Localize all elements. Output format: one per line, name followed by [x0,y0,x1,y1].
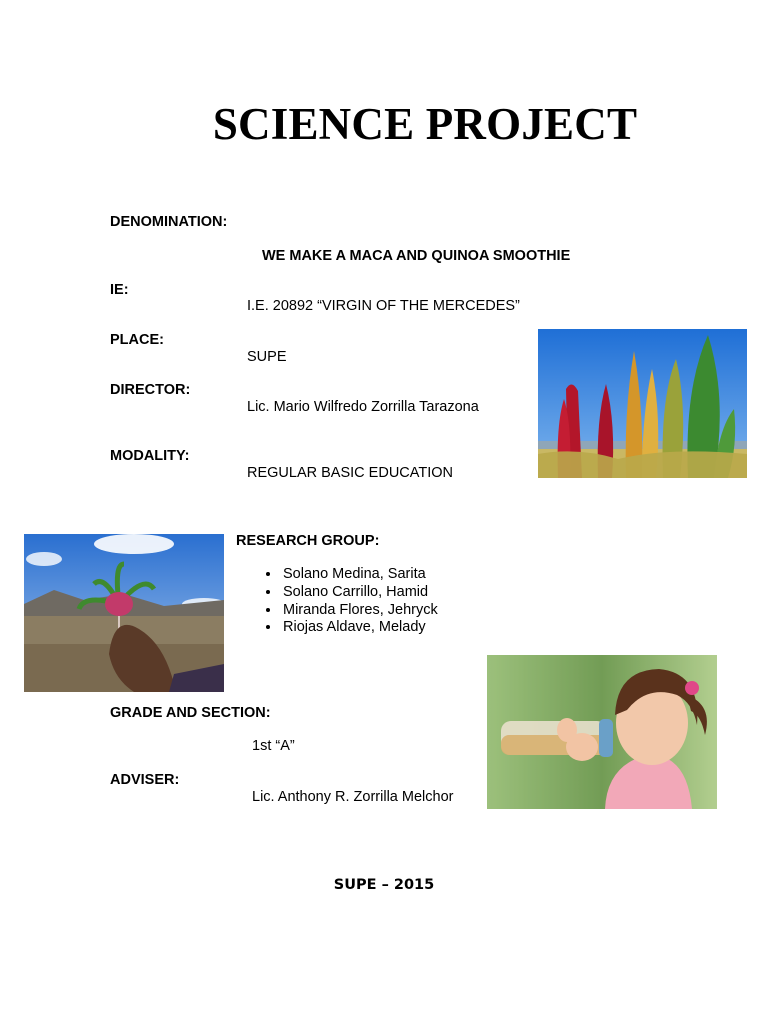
modality-label: MODALITY: [110,448,190,464]
child-drinking-photo [487,655,717,809]
research-group-list [253,566,438,637]
quinoa-plants-photo [538,329,747,478]
maca-root-photo [24,534,224,692]
ie-label: IE: [110,282,129,298]
page-title: SCIENCE PROJECT [212,99,638,149]
list-item: • Solano Carrillo, Hamid [281,584,438,602]
list-item: • Riojas Aldave, Melady [281,619,438,637]
director-value: Lic. Mario Wilfredo Zorrilla Tarazona [247,399,479,415]
grade-section-label: GRADE AND SECTION: [110,705,271,721]
place-label: PLACE: [110,332,164,348]
grade-section-value: 1st “A” [252,738,295,754]
list-item: • Miranda Flores, Jehryck [281,602,438,620]
adviser-label: ADVISER: [110,772,180,788]
adviser-value: Lic. Anthony R. Zorrilla Melchor [252,789,454,805]
research-group-label: RESEARCH GROUP: [236,533,380,549]
list-item: • Solano Medina, Sarita [281,566,438,584]
director-label: DIRECTOR: [110,382,191,398]
denomination-label: DENOMINATION: [110,214,228,230]
footer-place-year: SUPE – 2015 [333,877,435,893]
denomination-value: WE MAKE A MACA AND QUINOA SMOOTHIE [262,248,571,264]
place-value: SUPE [247,349,287,365]
ie-value: I.E. 20892 “VIRGIN OF THE MERCEDES” [247,298,520,314]
modality-value: REGULAR BASIC EDUCATION [247,465,453,481]
